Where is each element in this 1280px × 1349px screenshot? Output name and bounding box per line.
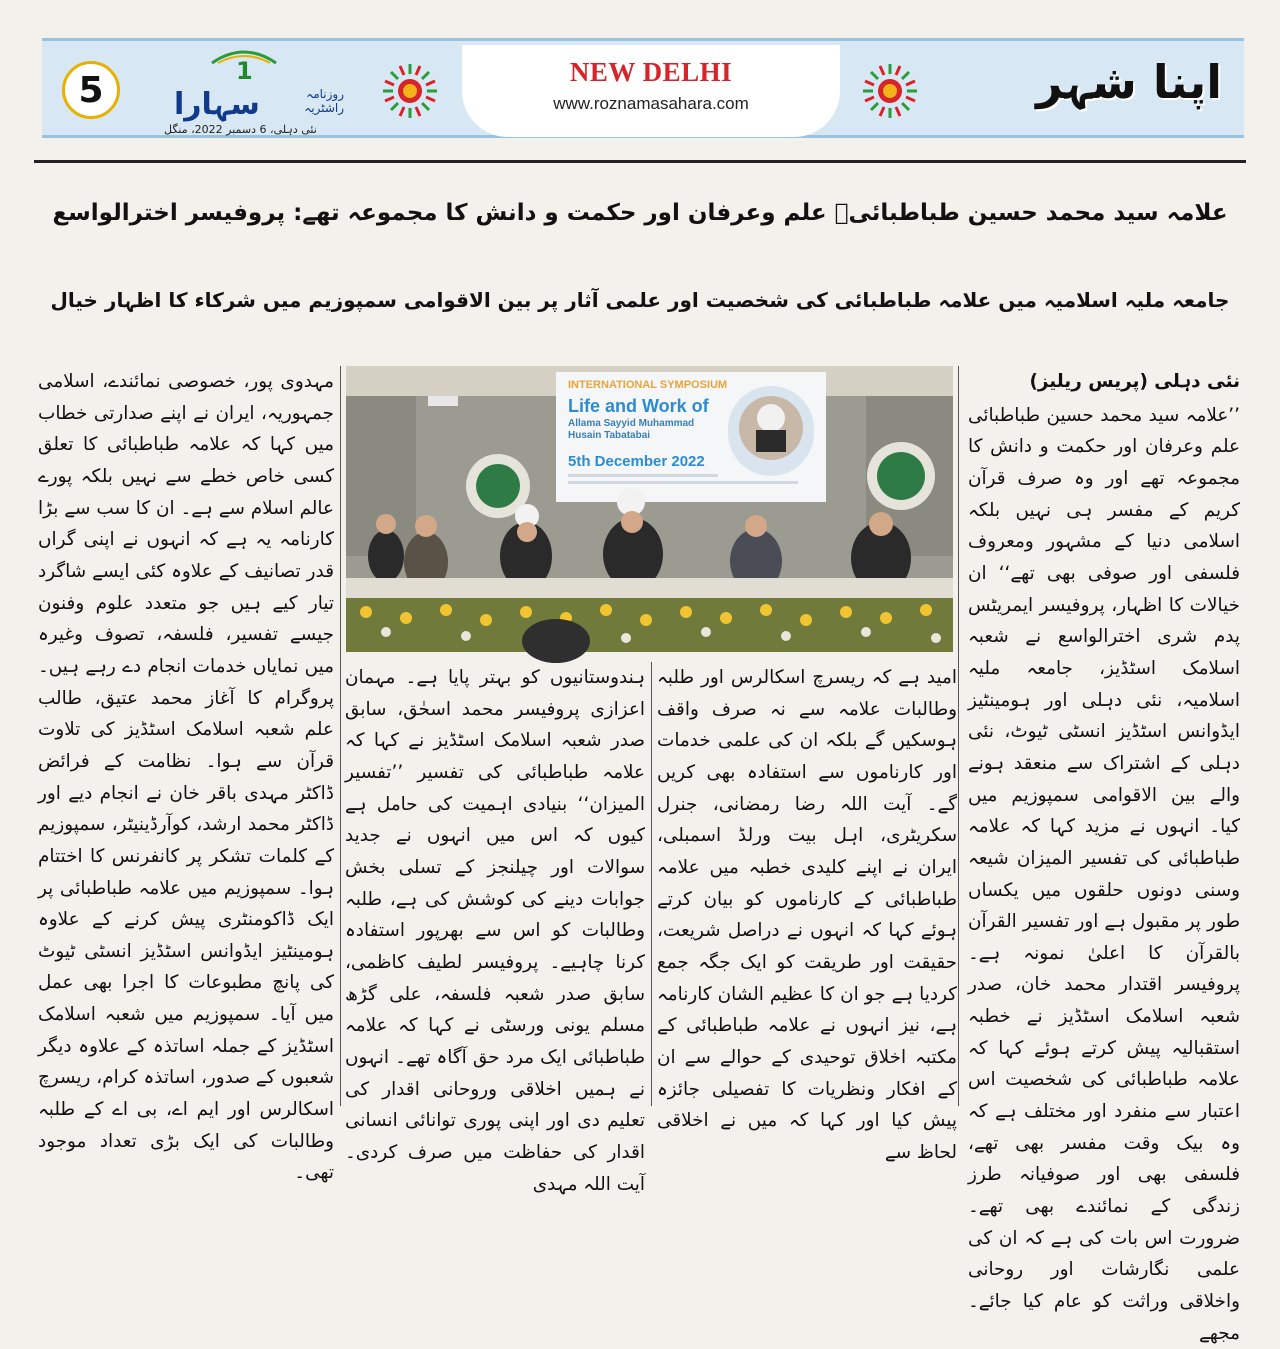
sun-emblem-icon <box>380 61 440 121</box>
subheadline: جامعہ ملیہ اسلامیہ میں علامہ طباطبائی کی شخصیت اور علمی آثار پر بین الاقوامی سمپوزیم میں شرکاء کا اظہار خیال <box>50 288 1230 312</box>
article-column-4 <box>38 366 334 1184</box>
logo-name: سہارا <box>174 87 260 122</box>
article-text: امید ہے کہ ریسرچ اسکالرس اور طلبہ وطالبات علامہ سے نہ صرف واقف ہوسکیں گے بلکہ ان کی علمی خدمات اور کارناموں سے استفادہ بھی کریں گے۔ آیت اللہ رضا رمضانی، جنرل سکریٹری، اہل بیت ورلڈ اسمبلی، ایران نے اپنے کلیدی خطبہ میں علامہ طباطبائی کے کارناموں کو بیان کرتے ہوئے کہا کہ انہوں نے دراصل شریعت، حقیقت اور طریقت کو ایک جگہ جمع کردیا ہے جو ان کا عظیم الشان کارنامہ ہے، نیز انہوں نے علامہ طباطبائی کے مکتبہ اخلاق توحیدی کے حوالے سے ان کے افکار ونظریات کا تفصیلی جائزہ پیش کیا اور کہا کہ میں نے اخلاقی لحاظ سے <box>657 667 957 1163</box>
headline: علامہ سید محمد حسین طباطبائیؒ علم وعرفان اور حکمت و دانش کا مجموعہ تھے: پروفیسر اخترالواسع <box>52 200 1228 226</box>
column-rule <box>340 366 341 1106</box>
symposium-photo-illustration <box>346 366 953 652</box>
logo-number: 1 <box>236 57 253 85</box>
article-column-1 <box>968 366 1240 1344</box>
website-url: www.roznamasahara.com <box>553 94 749 113</box>
article-text: ’’علامہ سید محمد حسین طباطبائی علم وعرفان اور حکمت و دانش کا مجموعہ تھے اور وہ صرف قرآن کریم کے مفسر ہی نہیں بلکہ اسلامی دنیا کے مشہور ومعروف فلسفی اور صوفی بھی تھے‘‘ ان خیالات کا اظہار، پروفیسر ایمریٹس پدم شری اخترالواسع نے شعبہ اسلامک اسٹڈیز، جامعہ ملیہ اسلامیہ، نئی دہلی اور ہومینٹیز ایڈوانس اسٹڈیز انسٹی ٹیوٹ، نئی دہلی کے اشتراک سے منعقد ہونے والے بین الاقوامی سمپوزیم میں کیا۔ انہوں نے مزید کہا کہ علامہ طباطبائی کی تفسیر المیزان شیعہ وسنی دونوں حلقوں میں یکساں طور پر مقبول ہے اور تفسیر القرآن بالقرآن کا اعلیٰ نمونہ ہے۔ پروفیسر اقتدار محمد خان، صدر شعبہ اسلامک اسٹڈیز نے خطبہ استقبالیہ پیش کرتے ہوئے کہا کہ علامہ طباطبائی کی شخصیت اس اعتبار سے منفرد اور مختلف ہے کہ وہ بیک وقت مفسر بھی تھے، فلسفی بھی اور صوفیانہ طرز زندگی کے نمائندے بھی تھے۔ ضرورت اس بات کی ہے کہ ان کی علمی نگارشات اور روحانی واخلاقی وراثت کو عام کیا جائے۔ مجھے <box>968 404 1240 1344</box>
screen-title: INTERNATIONAL SYMPOSIUM <box>568 379 728 391</box>
newspaper-logo <box>134 47 344 137</box>
symposium-photo <box>346 366 953 652</box>
column-rule <box>958 366 959 1106</box>
page-number: 5 <box>62 61 120 119</box>
dateline: نئی دہلی (پریس ریلیز) <box>1029 371 1240 392</box>
screen-date: 5th December 2022 <box>568 453 705 470</box>
screen-name-line1: Allama Sayyid Muhammad <box>568 418 695 429</box>
article-text: ہندوستانیوں کو بہتر پایا ہے۔ مہمان اعزازی پروفیسر محمد اسحٰق، سابق صدر شعبہ اسلامک اسٹڈیز نے کہا کہ علامہ طباطبائی کی تفسیر ’’تفسیر المیزان‘‘ بنیادی اہمیت کی حامل ہے کیوں کہ اس میں انہوں نے جدید سوالات اور چیلنجز کے تسلی بخش جوابات دینے کی کوشش کی ہے، طلبہ وطالبات کو اس سے بھرپور استفادہ کرنا چاہیے۔ پروفیسر لطیف کاظمی، سابق صدر شعبہ فلسفہ، علی گڑھ مسلم یونی ورسٹی نے کہا کہ علامہ طباطبائی ایک مرد حق آگاہ تھے۔ انہوں نے ہمیں اخلاقی وروحانی اقدار کی تعلیم دی اور اپنی پوری توانائی انسانی اقدار کی حفاظت میں صرف کردی۔ آیت اللہ مہدی <box>345 667 645 1195</box>
masthead-rule <box>34 160 1246 163</box>
article-column-3 <box>345 662 645 1195</box>
screen-subtitle: Life and Work of <box>568 396 709 416</box>
article-text: مہدوی پور، خصوصی نمائندے، اسلامی جمہوریہ، ایران نے اپنے صدارتی خطاب میں کہا کہ علامہ طباطبائی کا تعلق کسی خاص خطے سے نہیں بلکہ پورے عالم اسلام سے ہے۔ ان کا سب سے بڑا کارنامہ یہ ہے کہ انہوں نے اپنی گراں قدر تصانیف کے علاوہ کئی ایسے شاگرد تیار کیے ہیں جو متعدد علوم وفنون جیسے تفسیر، فلسفہ، تصوف وغیرہ میں نمایاں خدمات انجام دے رہے ہیں۔ پروگرام کا آغاز محمد عتیق، طالب علم شعبہ اسلامک اسٹڈیز کی تلاوت قرآن سے ہوا۔ نظامت کے فرائض ڈاکٹر مہدی باقر خان نے انجام دیے اور ڈاکٹر محمد ارشد، کوآرڈینیٹر، سمپوزیم کے کلمات تشکر پر کانفرنس کا اختتام ہوا۔ سمپوزیم میں علامہ طباطبائی پر ایک ڈاکومنٹری پیش کرنے کے علاوہ ہومینٹیز ایڈوانس اسٹڈیز انسٹی ٹیوٹ کی پانچ مطبوعات کا اجرا بھی عمل میں آیا۔ سمپوزیم میں شعبہ اسلامک اسٹڈیز کے جملہ اساتذہ کے علاوہ دیگر شعبوں کے صدور، اساتذہ کرام، ریسرچ اسکالرس اور ایم اے، بی اے کے طلبہ وطالبات کی ایک بڑی تعداد موجود تھی۔ <box>38 371 334 1184</box>
logo-subtitle: روزنامہ راشٹریہ <box>304 87 344 115</box>
sun-emblem-icon <box>860 61 920 121</box>
edition-name: NEW DELHI <box>569 57 733 87</box>
screen-name-line2: Husain Tabatabai <box>568 430 651 441</box>
issue-date: نئی دہلی، 6 دسمبر 2022، منگل <box>164 123 317 136</box>
section-name: اپنا شہر <box>1036 55 1222 109</box>
column-rule <box>651 662 652 1106</box>
article-column-2 <box>657 662 957 1163</box>
edition-banner <box>462 45 840 137</box>
masthead <box>42 38 1244 138</box>
